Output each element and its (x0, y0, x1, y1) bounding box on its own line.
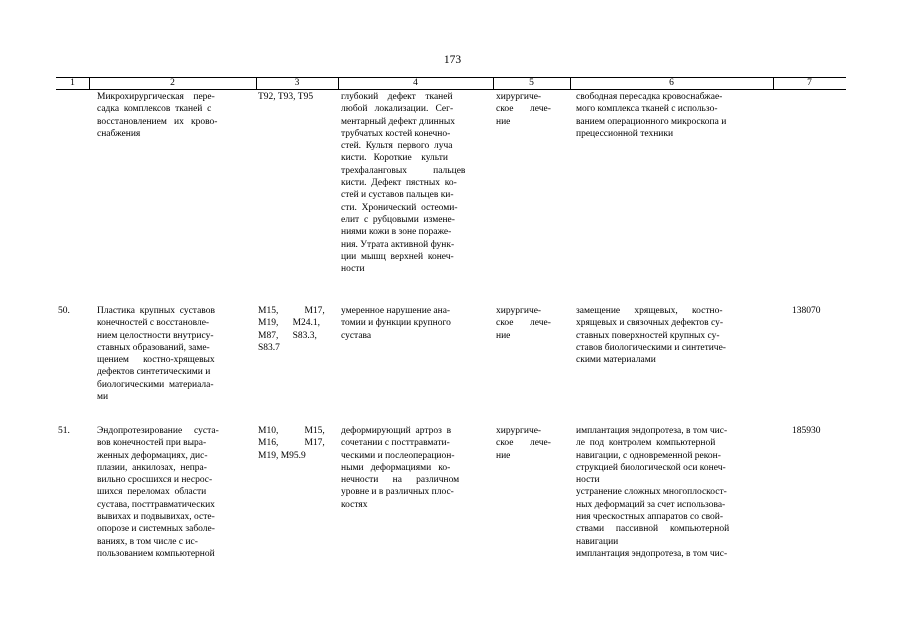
column-number: 1 (70, 78, 75, 88)
cost-value: 185930 (792, 426, 821, 436)
header-bottom-rule (56, 89, 846, 90)
procedure-name: Пластика крупных суставов конечностей с восстановле- нием целостности внутрису- ставных образований, заме- щением костно-хрящевых дефектов синтетическими и биологическими материала- ми (97, 306, 215, 403)
column-number: 7 (807, 78, 812, 88)
treatment-method: свободная пересадка кровоснабжае- мого комплекса тканей с использо- ванием операционного микроскопа и прецессионной техники (576, 92, 727, 139)
column-number: 5 (529, 78, 534, 88)
diagnosis-codes: M10, M15, M16, M17, M19, M95.9 (258, 426, 325, 461)
condition-description: умеренное нарушение ана- томии и функции крупного сустава (341, 306, 451, 341)
row-number: 51. (58, 426, 70, 436)
condition-description: деформирующий артроз в сочетании с посттравмати- ческими и послеоперацион- ными деформациями ко- нечности на различном уровне и в различных плос- костях (341, 426, 460, 510)
treatment-method: имплантация эндопротеза, в том чис- ле под контролем компьютерной навигации, с одновременной рекон- струкцией биологической оси конеч- ности устранение сложных многоплоскост- ных деформаций за счет использова- ния чрескостных аппаратов со свой- ствами пассивной компьютерной навигации имплантация эндопротеза, в том чис- (576, 426, 730, 559)
column-number: 3 (294, 78, 300, 88)
condition-description: глубокий дефект тканей любой локализации. Сег- ментарный дефект длинных трубчатых костей конечно- стей. Культя первого луча кисти. Короткие культи трехфаланговых пальцев кисти. Дефект пястных ко- стей и суставов пальцев ки- сти. Хронический остеоми- елит с рубцовыми измене- ниями кожи в зоне пораже- ния. Утрата активной функ- ции мышц верхней конеч- ности (341, 92, 466, 275)
page-number: 173 (443, 54, 462, 66)
row-number: 50. (58, 306, 70, 316)
cost-value: 138070 (792, 306, 821, 316)
treatment-type: хирургиче- ское лече- ние (496, 92, 551, 127)
procedure-name: Эндопротезирование суста- вов конечностей при выра- женных деформациях, дис- плазии, анкилозах, непра- вильно сросшихся и несрос- шихся переломах области сустава, посттравматических вывихах и подвывихах, осте- опорозе и системных заболе- ваниях, в том числе с ис- пользованием компьютерной (97, 426, 219, 559)
treatment-type: хирургиче- ское лече- ние (496, 426, 551, 461)
column-number: 2 (170, 78, 175, 88)
diagnosis-codes: T92, T93, T95 (258, 92, 314, 102)
treatment-type: хирургиче- ское лече- ние (496, 306, 551, 341)
column-number: 4 (413, 78, 418, 88)
treatment-method: замещение хрящевых, костно- хрящевых и связочных дефектов су- ставных поверхностей крупных су- ставов биологическими и синтетиче- скими материалами (576, 306, 726, 366)
column-number: 6 (669, 78, 674, 88)
procedure-name: Микрохирургическая пере- садка комплексов тканей с восстановлением их крово- снабжения (97, 92, 218, 139)
diagnosis-codes: M15, M17, M19, M24.1, M87, S83.3, S83.7 (258, 306, 325, 353)
